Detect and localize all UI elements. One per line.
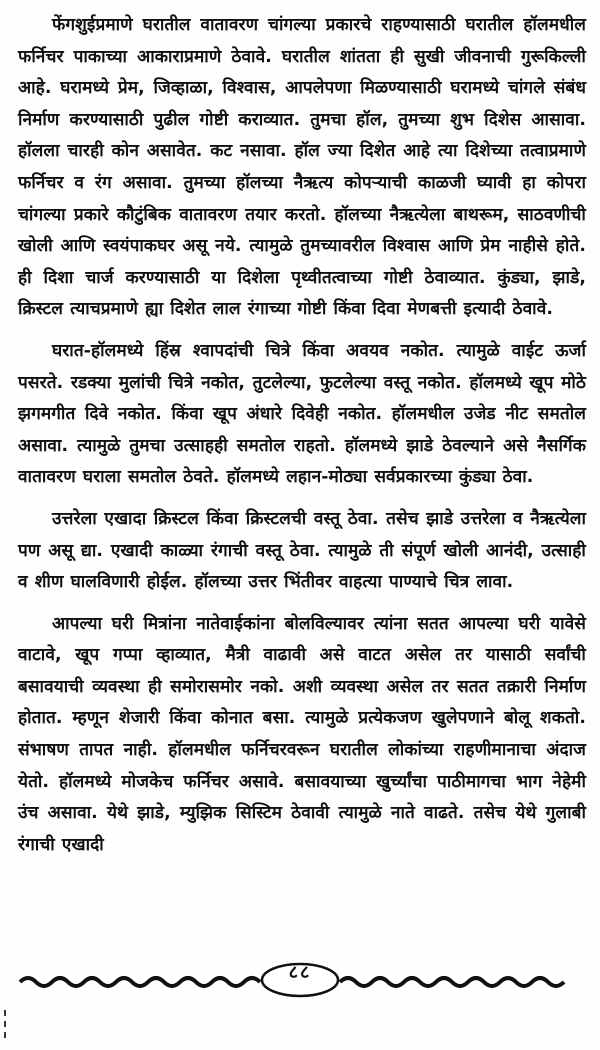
edge-mark xyxy=(4,1010,8,1038)
paragraph-2: घरात-हॉलमध्ये हिंस्र श्वापदांची चित्रे किंवा अवयव नकोत. त्यामुळे वाईट ऊर्जा पसरते. रडक्या मुलांची चित्रे नकोत, तुटलेल्या, फुटलेल्या वस्तू नकोत. हॉलमध्ये खूप मोठे झगमगीत दिवे नकोत. किंवा खूप अंधारे दिवेही नकोत. हॉलमधील उजेड नीट समतोल असावा. त्यामुळे तुमचा उत्साहही समतोल राहतो. हॉलमध्ये झाडे ठेवल्याने असे नैसर्गिक वातावरण घराला समतोल ठेवते. हॉलमध्ये लहान-मोठ्या सर्वप्रकारच्या कुंड्या ठेवा. xyxy=(18,340,586,488)
body-text xyxy=(18,10,586,871)
paragraph-4: आपल्या घरी मित्रांना नातेवाईकांना बोलविल्यावर त्यांना सतत आपल्या घरी यावेसे वाटावे, खूप गप्पा व्हाव्यात, मैत्री वाढावी असे वाटत असेल तर यासाठी सर्वांची बसावयाची व्यवस्था ही समोरासमोर नको. अशी व्यवस्था असेल तर सतत तक्रारी निर्माण होतात. म्हणून शेजारी किंवा कोनात बसा. त्यामुळे प्रत्येकजण खुलेपणाने बोलू शकतो. संभाषण तापत नाही. हॉलमधील फर्निचरवरून घरातील लोकांच्या राहणीमानाचा अंदाज येतो. हॉलमध्ये मोजकेच फर्निचर असावे. बसावयाच्या खुर्च्यांचा पाठीमागचा भाग नेहेमी उंच असावा. येथे झाडे, म्युझिक सिस्टिम ठेवावी त्यामुळे नाते वाढते. तसेच येथे गुलाबी रंगाची एखादी xyxy=(18,613,586,855)
paragraph-1: फेंगशुईप्रमाणे घरातील वातावरण चांगल्या प्रकारचे राहण्यासाठी घरातील हॉलमधील फर्निचर पाकाच्या आकाराप्रमाणे ठेवावे. घरातील शांतता ही सुखी जीवनाची गुरूकिल्ली आहे. घरामध्ये प्रेम, जिव्हाळा, विश्वास, आपलेपणा मिळण्यासाठी घरामध्ये चांगले संबंध निर्माण करण्यासाठी पुढील गोष्टी कराव्यात. तुमचा हॉल, तुमच्या शुभ दिशेस आसावा. हॉलला चारही कोन असावेत. कट नसावा. हॉल ज्या दिशेत आहे त्या दिशेच्या तत्वाप्रमाणे फर्निचर व रंग असावा. तुमच्या हॉलच्या नैऋत्य कोपऱ्याची काळजी घ्यावी हा कोपरा चांगल्या प्रकारे कौटुंबिक वातावरण तयार करतो. हॉलच्या नैऋत्येला बाथरूम, साठवणीची खोली आणि स्वयंपाकघर असू नये. त्यामुळे तुमच्यावरील विश्वास आणि प्रेम नाहीसे होते. ही दिशा चार्ज करण्यासाठी या दिशेला पृथ्वीतत्वाच्या गोष्टी ठेवाव्यात. कुंड्या, झाडे, क्रिस्टल त्याचप्रमाणे ह्या दिशेत लाल रंगाच्या गोष्टी किंवा दिवा मेणबत्ती इत्यादी ठेवावे. xyxy=(18,15,586,320)
paragraph-3: उत्तरेला एखादा क्रिस्टल किंवा क्रिस्टलची वस्तू ठेवा. तसेच झाडे उत्तरेला व नैऋत्येला पण असू द्या. एखादी काळ्या रंगाची वस्तू ठेवा. त्यामुळे ती संपूर्ण खोली आनंदी, उत्साही व शीण घालविणारी होईल. हॉलच्या उत्तर भिंतीवर वाहत्या पाण्याचे चित्र लावा. xyxy=(18,508,586,593)
page-number: ८८ xyxy=(288,962,312,983)
